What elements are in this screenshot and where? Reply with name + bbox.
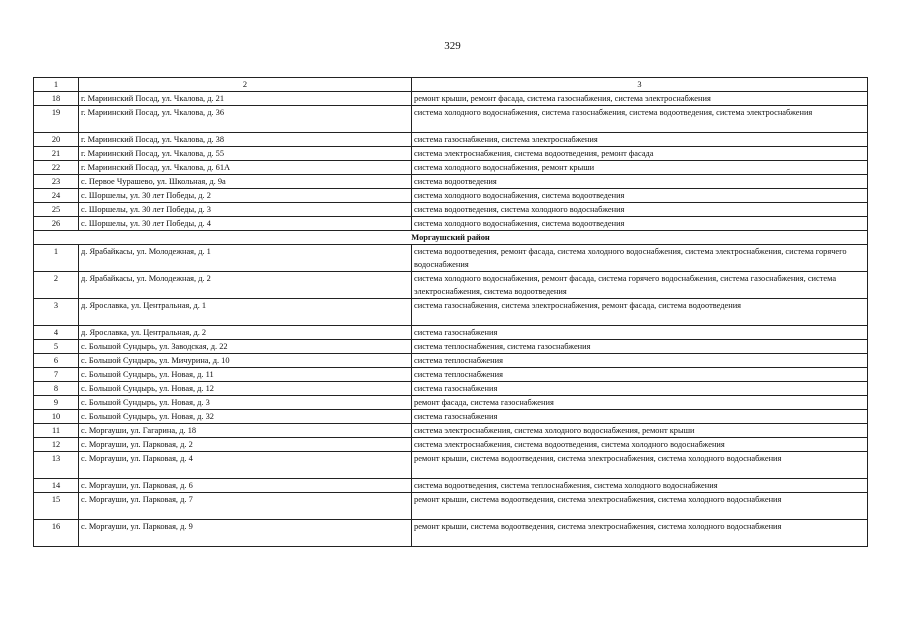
row-works: система теплоснабжения [412, 354, 868, 368]
row-number: 4 [34, 326, 79, 340]
row-number: 22 [34, 161, 79, 175]
row-number: 21 [34, 147, 79, 161]
row-number: 8 [34, 382, 79, 396]
row-address: г. Мариинский Посад, ул. Чкалова, д. 55 [79, 147, 412, 161]
row-address: с. Большой Сундырь, ул. Новая, д. 32 [79, 410, 412, 424]
table-row [34, 217, 868, 231]
row-works: система холодного водоснабжения, система водоотведения [412, 189, 868, 203]
row-number: 24 [34, 189, 79, 203]
row-number: 12 [34, 438, 79, 452]
table-row [34, 326, 868, 340]
row-works: система газоснабжения [412, 382, 868, 396]
table-row [34, 354, 868, 368]
row-address: с. Шоршелы, ул. 30 лет Победы, д. 2 [79, 189, 412, 203]
row-works: система газоснабжения [412, 410, 868, 424]
row-address: с. Моргауши, ул. Парковая, д. 4 [79, 452, 412, 479]
row-number: 10 [34, 410, 79, 424]
row-address: г. Мариинский Посад, ул. Чкалова, д. 36 [79, 106, 412, 133]
row-works: система холодного водоснабжения, ремонт фасада, система горячего водоснабжения, система газоснабжения, система электроснабжения, система водоотведения [412, 272, 868, 299]
table-row [34, 424, 868, 438]
row-address: с. Моргауши, ул. Гагарина, д. 18 [79, 424, 412, 438]
table-row [34, 189, 868, 203]
table-row [34, 452, 868, 479]
table-row [34, 382, 868, 396]
header-col-1: 1 [34, 78, 79, 92]
row-number: 14 [34, 479, 79, 493]
row-works: ремонт крыши, система водоотведения, система электроснабжения, система холодного водоснабжения [412, 520, 868, 547]
row-number: 15 [34, 493, 79, 520]
row-address: г. Мариинский Посад, ул. Чкалова, д. 21 [79, 92, 412, 106]
row-works: система газоснабжения, система электроснабжения [412, 133, 868, 147]
row-address: с. Большой Сундырь, ул. Новая, д. 12 [79, 382, 412, 396]
row-address: г. Мариинский Посад, ул. Чкалова, д. 61А [79, 161, 412, 175]
row-number: 25 [34, 203, 79, 217]
row-address: д. Ярабайкасы, ул. Молодежная, д. 1 [79, 245, 412, 272]
table-row [34, 493, 868, 520]
row-number: 11 [34, 424, 79, 438]
row-number: 2 [34, 272, 79, 299]
row-address: д. Ярославка, ул. Центральная, д. 2 [79, 326, 412, 340]
table-row [34, 147, 868, 161]
row-works: система водоотведения, система холодного водоснабжения [412, 203, 868, 217]
row-works: система холодного водоснабжения, система водоотведения [412, 217, 868, 231]
row-number: 19 [34, 106, 79, 133]
table-row [34, 203, 868, 217]
table-row [34, 245, 868, 272]
row-address: с. Моргауши, ул. Парковая, д. 2 [79, 438, 412, 452]
table-row [34, 133, 868, 147]
row-works: система водоотведения [412, 175, 868, 189]
row-address: с. Шоршелы, ул. 30 лет Победы, д. 4 [79, 217, 412, 231]
table-header-row [34, 78, 868, 92]
row-number: 23 [34, 175, 79, 189]
row-works: система холодного водоснабжения, ремонт крыши [412, 161, 868, 175]
row-number: 5 [34, 340, 79, 354]
row-number: 3 [34, 299, 79, 326]
table-row [34, 438, 868, 452]
table-row [34, 272, 868, 299]
row-number: 6 [34, 354, 79, 368]
row-number: 16 [34, 520, 79, 547]
row-number: 13 [34, 452, 79, 479]
row-works: система водоотведения, ремонт фасада, система холодного водоснабжения, система электроснабжения, система горячего водоснабжения [412, 245, 868, 272]
row-works: ремонт крыши, система водоотведения, система электроснабжения, система холодного водоснабжения [412, 452, 868, 479]
row-address: с. Шоршелы, ул. 30 лет Победы, д. 3 [79, 203, 412, 217]
table-row [34, 410, 868, 424]
row-works: система холодного водоснабжения, система газоснабжения, система водоотведения, система электроснабжения [412, 106, 868, 133]
row-works: система теплоснабжения [412, 368, 868, 382]
row-works: ремонт крыши, система водоотведения, система электроснабжения, система холодного водоснабжения [412, 493, 868, 520]
section-title: Моргаушский район [34, 231, 868, 245]
row-address: с. Моргауши, ул. Парковая, д. 7 [79, 493, 412, 520]
row-works: система электроснабжения, система водоотведения, система холодного водоснабжения [412, 438, 868, 452]
row-number: 20 [34, 133, 79, 147]
table-row [34, 92, 868, 106]
row-number: 1 [34, 245, 79, 272]
row-number: 26 [34, 217, 79, 231]
row-number: 9 [34, 396, 79, 410]
table-row [34, 161, 868, 175]
table-row [34, 299, 868, 326]
header-col-3: 3 [412, 78, 868, 92]
table-row [34, 479, 868, 493]
row-works: ремонт фасада, система газоснабжения [412, 396, 868, 410]
row-address: г. Мариинский Посад, ул. Чкалова, д. 38 [79, 133, 412, 147]
row-works: система теплоснабжения, система газоснабжения [412, 340, 868, 354]
row-address: с. Большой Сундырь, ул. Новая, д. 3 [79, 396, 412, 410]
table-row [34, 106, 868, 133]
row-address: с. Моргауши, ул. Парковая, д. 6 [79, 479, 412, 493]
row-address: с. Первое Чурашево, ул. Школьная, д. 9а [79, 175, 412, 189]
row-works: система электроснабжения, система водоотведения, ремонт фасада [412, 147, 868, 161]
row-number: 18 [34, 92, 79, 106]
table-row [34, 396, 868, 410]
row-address: с. Большой Сундырь, ул. Мичурина, д. 10 [79, 354, 412, 368]
row-address: д. Ярабайкасы, ул. Молодежная, д. 2 [79, 272, 412, 299]
row-works: система электроснабжения, система холодного водоснабжения, ремонт крыши [412, 424, 868, 438]
row-address: д. Ярославка, ул. Центральная, д. 1 [79, 299, 412, 326]
table-row [34, 340, 868, 354]
row-number: 7 [34, 368, 79, 382]
row-address: с. Большой Сундырь, ул. Заводская, д. 22 [79, 340, 412, 354]
table-row [34, 520, 868, 547]
row-address: с. Моргауши, ул. Парковая, д. 9 [79, 520, 412, 547]
table-row [34, 175, 868, 189]
row-works: система газоснабжения, система электроснабжения, ремонт фасада, система водоотведения [412, 299, 868, 326]
row-address: с. Большой Сундырь, ул. Новая, д. 11 [79, 368, 412, 382]
row-works: система газоснабжения [412, 326, 868, 340]
row-works: система водоотведения, система теплоснабжения, система холодного водоснабжения [412, 479, 868, 493]
header-col-2: 2 [79, 78, 412, 92]
row-works: ремонт крыши, ремонт фасада, система газоснабжения, система электроснабжения [412, 92, 868, 106]
works-table [33, 77, 868, 547]
table-row [34, 368, 868, 382]
section-row [34, 231, 868, 245]
page-number: 329 [444, 40, 461, 52]
